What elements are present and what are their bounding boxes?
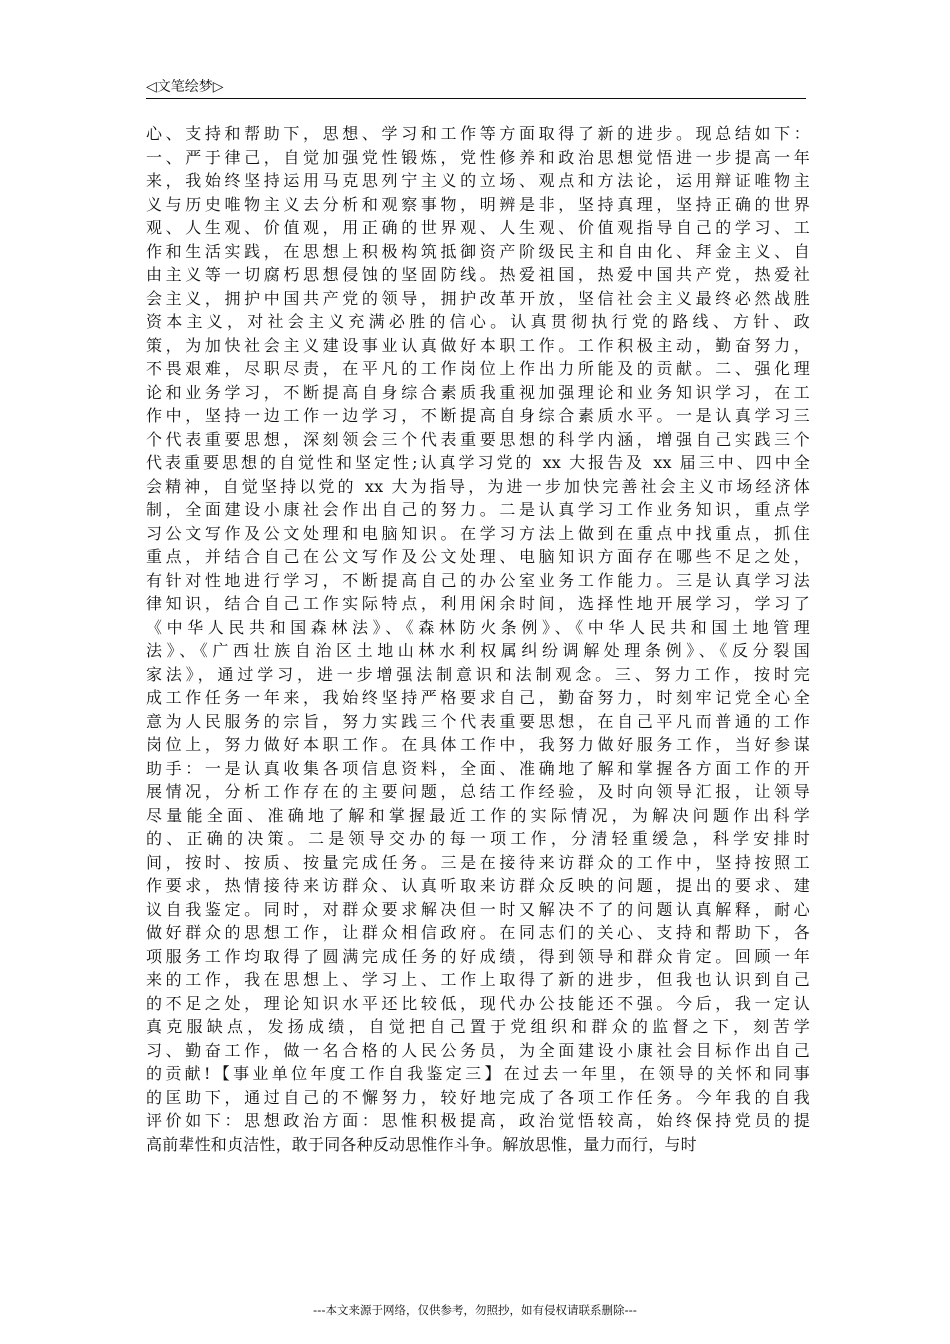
text-line: 个代表重要思想，深刻领会三个代表重要思想的科学内涵，增强自己实践三个: [146, 429, 810, 449]
text-line: 资本主义，对社会主义充满必胜的信心。认真贯彻执行党的路线、方针、政: [146, 312, 810, 331]
text-line: 来的工作，我在思想上、学习上、工作上取得了新的进步，但我也认识到自己: [146, 970, 810, 989]
text-line: 高前辈性和贞洁性，敢于同各种反动思惟作斗争。解放思惟，量力而行，与时: [146, 1134, 697, 1154]
text-line: 习公文写作及公文处理和电脑知识。在学习方法上做到在重点中找重点，抓住: [146, 523, 810, 543]
text-line: 会主义，拥护中国共产党的领导，拥护改革开放，坚信社会主义最终必然战胜: [146, 288, 810, 308]
text-line: 心、支持和帮助下，思想、学习和工作等方面取得了新的进步。现总结如下：: [146, 124, 810, 143]
text-line: 议自我鉴定。同时，对群众要求解决但一时又解决不了的问题认真解释，耐心: [146, 899, 810, 919]
text-line: 法》、《广西壮族自治区土地山林水利权属纠纷调解处理条例》、《反分裂国: [146, 641, 810, 660]
text-line: 展情况，分析工作存在的主要问题，总结工作经验，及时向领导汇报，让领导: [146, 782, 810, 801]
text-line: 作和生活实践，在思想上积极构筑抵御资产阶级民主和自由化、拜金主义、自: [146, 241, 810, 261]
text-line: 助手：一是认真收集各项信息资料，全面、准确地了解和掌握各方面工作的开: [146, 758, 810, 778]
page-header: [146, 72, 806, 99]
text-line: 作中，坚持一边工作一边学习，不断提高自身综合素质水平。一是认真学习三: [146, 406, 810, 425]
text-line: 律知识，结合自己工作实际特点，利用闲余时间，选择性地开展学习，学习了: [146, 594, 810, 613]
text-line: 成工作任务一年来，我始终坚持严格要求自己，勤奋努力，时刻牢记党全心全: [146, 688, 810, 707]
text-line: 重点，并结合自己在公文写作及公文处理、电脑知识方面存在哪些不足之处，: [146, 547, 810, 566]
text-line: 的贡献!【事业单位年度工作自我鉴定三】在过去一年里，在领导的关怀和同事: [146, 1064, 810, 1083]
text-line: 的、正确的决策。二是领导交办的每一项工作，分清轻重缓急，科学安排时: [146, 829, 810, 848]
text-line: 评价如下：思想政治方面：思惟积极提高，政治觉悟较高，始终保持党员的提: [146, 1111, 810, 1130]
text-line: 间，按时、按质、按量完成任务。三是在接待来访群众的工作中，坚持按照工: [146, 852, 810, 872]
text-line: 的不足之处，理论知识水平还比较低，现代办公技能还不强。今后，我一定认: [146, 993, 810, 1013]
text-line: 代表重要思想的自觉性和坚定性;认真学习党的 xx 大报告及 xx 届三中、四中全: [146, 453, 810, 472]
text-line: 家法》，通过学习，进一步增强法制意识和法制观念。三、努力工作，按时完: [146, 664, 810, 684]
text-line: 一、严于律己，自觉加强党性锻炼，党性修养和政治思想觉悟进一步提高一年: [146, 147, 810, 167]
text-line: 制，全面建设小康社会作出自己的努力。二是认真学习工作业务知识，重点学: [146, 500, 810, 519]
text-line: 来，我始终坚持运用马克思列宁主义的立场、观点和方法论，运用辩证唯物主: [146, 171, 810, 190]
text-line: 习、勤奋工作，做一名合格的人民公务员，为全面建设小康社会目标作出自己: [146, 1040, 810, 1060]
document-body: [146, 122, 810, 1156]
text-line: 项服务工作均取得了圆满完成任务的好成绩，得到领导和群众肯定。回顾一年: [146, 946, 810, 966]
text-line: 不畏艰难，尽职尽责，在平凡的工作岗位上作出力所能及的贡献。二、强化理: [146, 359, 810, 378]
text-line: 意为人民服务的宗旨，努力实践三个代表重要思想，在自己平凡而普通的工作: [146, 711, 810, 731]
text-line: 《中华人民共和国森林法》、《森林防火条例》、《中华人民共和国土地管理: [146, 617, 810, 637]
text-line: 论和业务学习，不断提高自身综合素质我重视加强理论和业务知识学习，在工: [146, 382, 810, 402]
text-line: 由主义等一切腐朽思想侵蚀的坚固防线。热爱祖国，热爱中国共产党，热爱社: [146, 265, 810, 284]
page-footer: ---本文来源于网络，仅供参考，勿照抄，如有侵权请联系删除---: [313, 1303, 637, 1317]
text-line: 策，为加快社会主义建设事业认真做好本职工作。工作积极主动，勤奋努力，: [146, 335, 810, 355]
text-line: 作要求，热情接待来访群众、认真听取来访群众反映的问题，提出的要求、建: [146, 876, 810, 895]
text-line: 会精神，自觉坚持以党的 xx 大为指导，为进一步加快完善社会主义市场经济体: [146, 476, 810, 496]
header-title: ◁文笔绘梦▷: [146, 79, 224, 95]
text-line: 做好群众的思想工作，让群众相信政府。在同志们的关心、支持和帮助下，各: [146, 923, 810, 942]
text-line: 有针对性地进行学习，不断提高自己的办公室业务工作能力。三是认真学习法: [146, 570, 810, 590]
text-line: 的匡助下，通过自己的不懈努力，较好地完成了各项工作任务。今年我的自我: [146, 1087, 810, 1107]
text-line: 观、人生观、价值观，用正确的世界观、人生观、价值观指导自己的学习、工: [146, 218, 810, 237]
text-line: 尽量能全面、准确地了解和掌握最近工作的实际情况，为解决问题作出科学: [146, 805, 810, 825]
text-line: 岗位上，努力做好本职工作。在具体工作中，我努力做好服务工作，当好参谋: [146, 735, 810, 754]
text-line: 义与历史唯物主义去分析和观察事物，明辨是非，坚持真理，坚持正确的世界: [146, 194, 810, 214]
text-line: 真克服缺点，发扬成绩，自觉把自己置于党组织和群众的监督之下，刻苦学: [146, 1017, 810, 1036]
